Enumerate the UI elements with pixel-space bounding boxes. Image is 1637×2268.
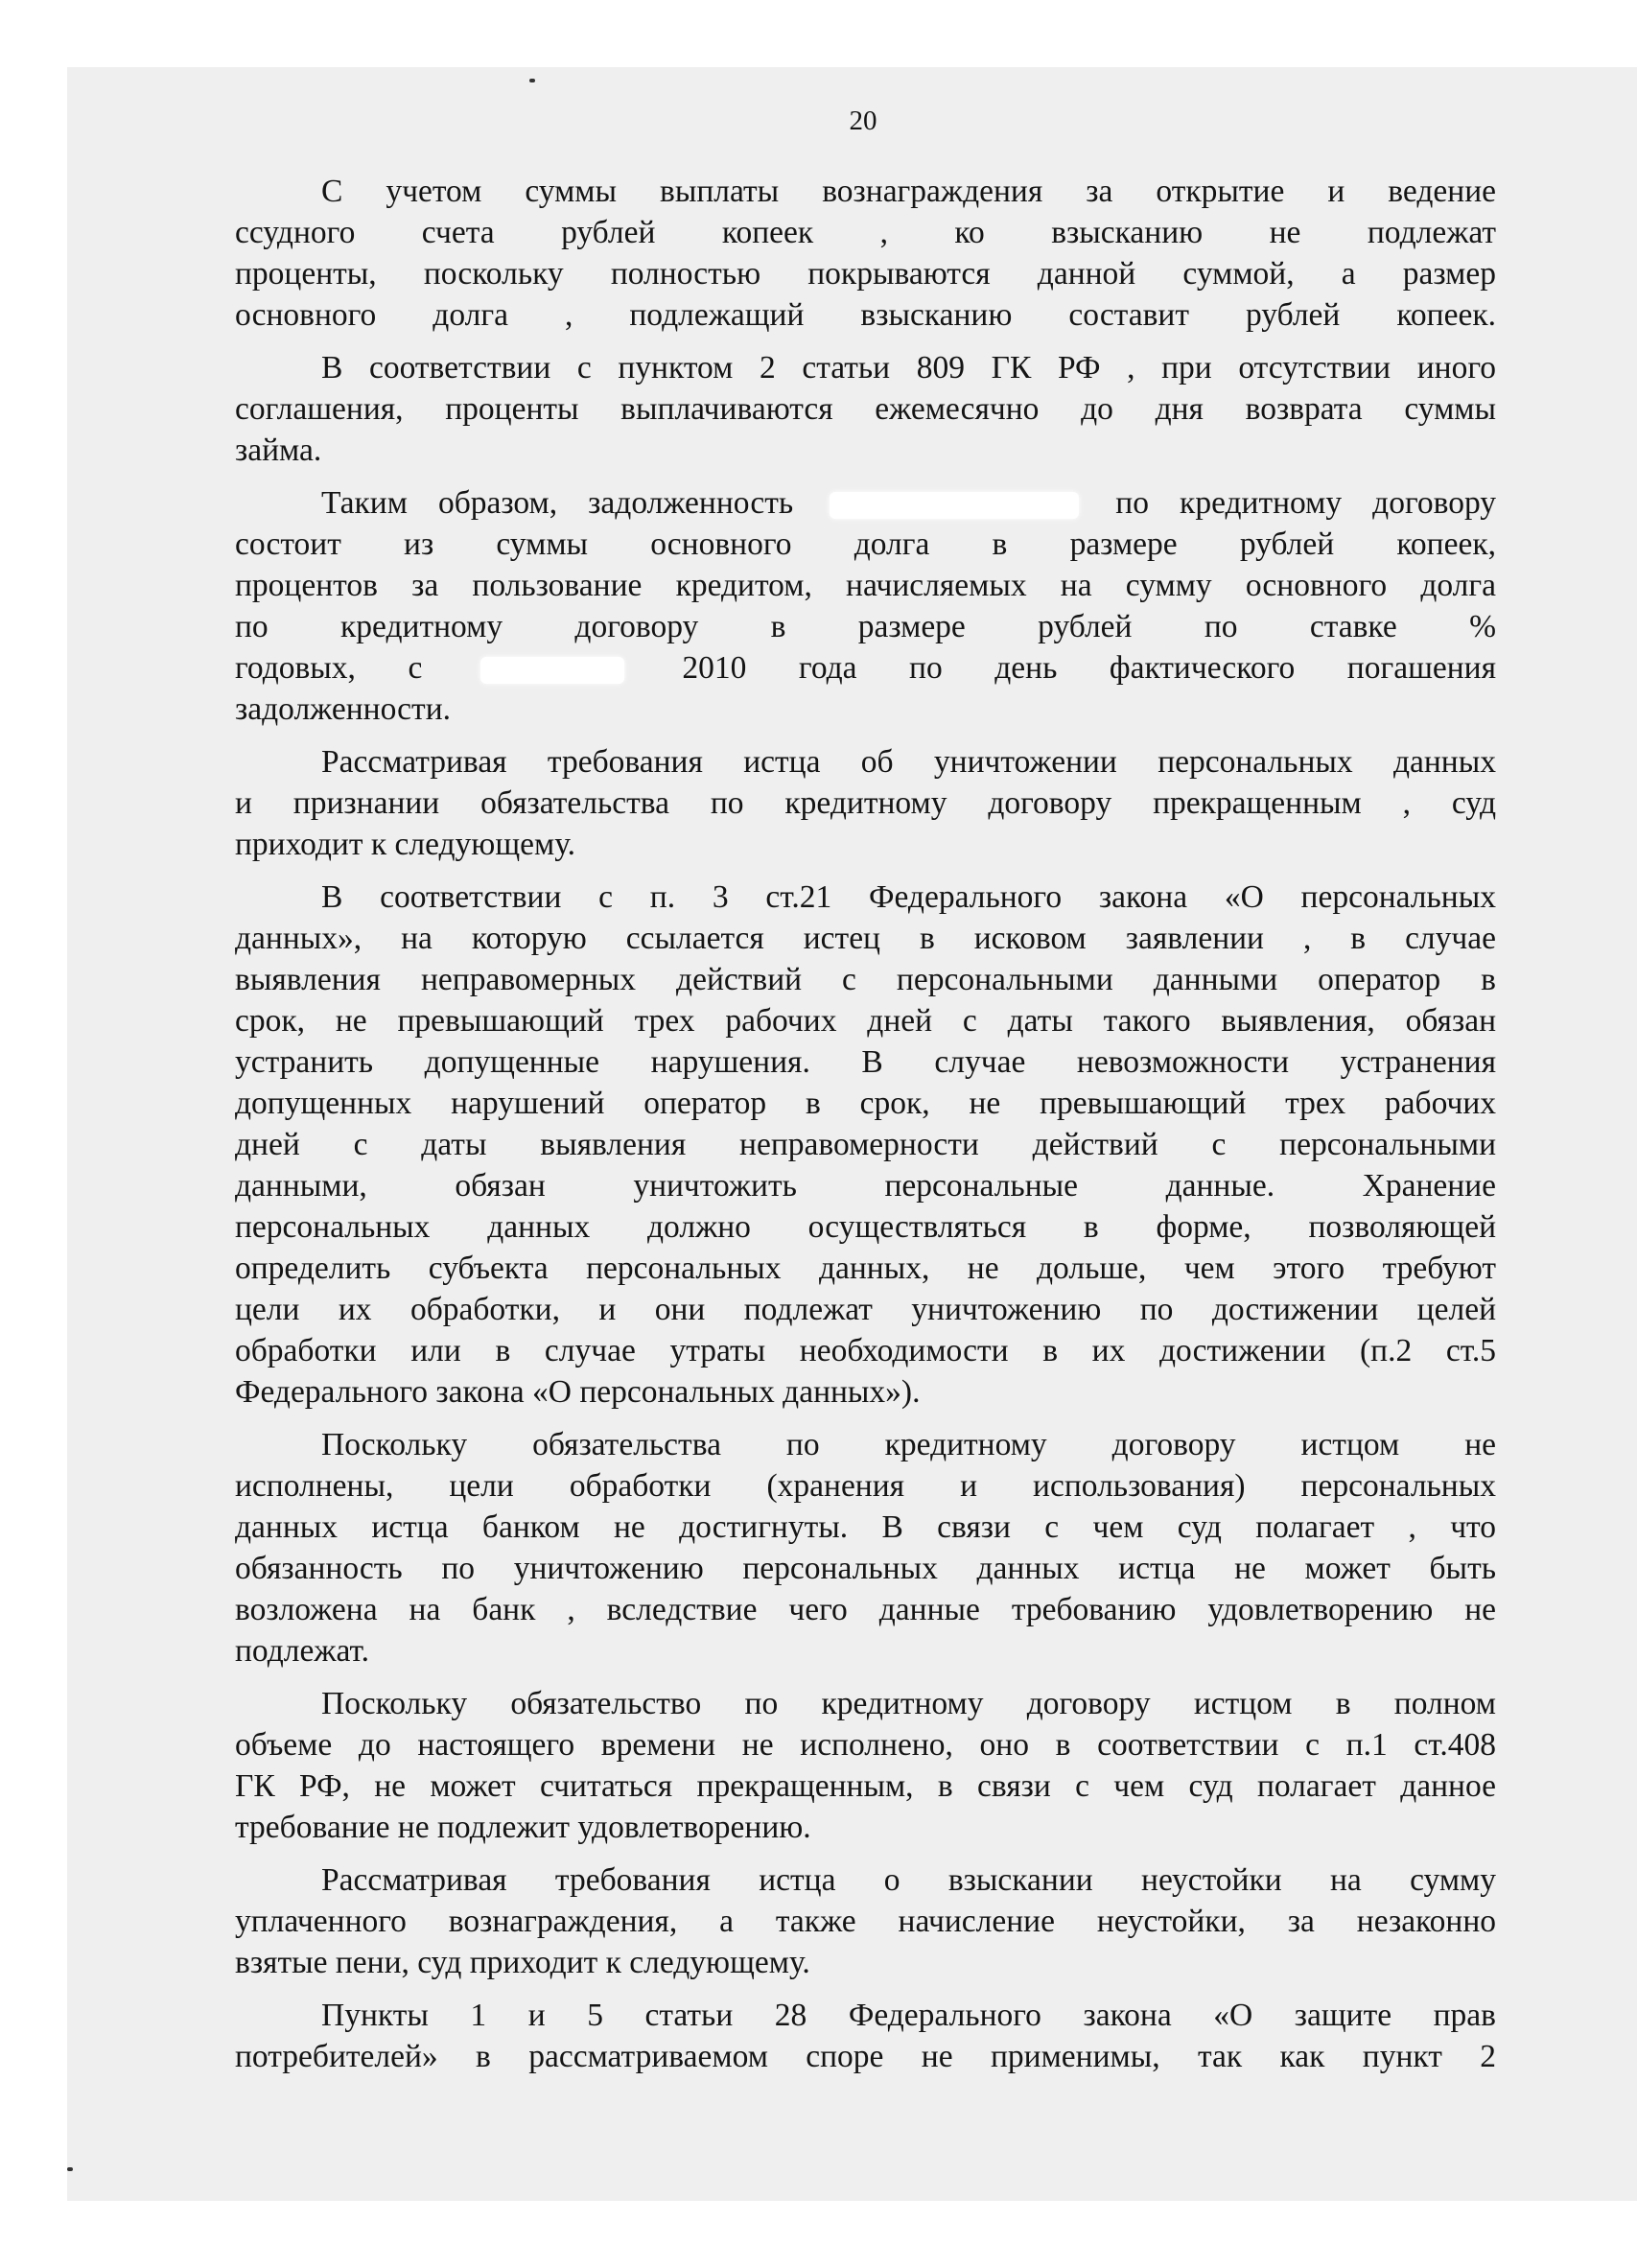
scan-margin-bottom [0,2201,1637,2268]
text-line [235,647,1496,689]
text-after-redaction: по кредитному договору [1115,485,1497,521]
text-line: персональных данных должно осуществляться в форме, позволяющей [235,1209,1496,1245]
text-line: Рассматривая требования истца о взыскании неустойки на сумму [321,1862,1496,1898]
scan-margin-top [0,0,1637,67]
redaction-mark [480,657,624,684]
paragraph-gap [235,1983,1496,1995]
text-line: процентов за пользование кредитом, начисляемых на сумму основного долга [235,568,1496,603]
adjacent-page-fragments [1558,211,1637,2033]
paragraph-gap [235,1672,1496,1683]
text-line: обработки или в случае утраты необходимости в их достижении (п.2 ст.5 [235,1333,1496,1368]
text-line: соглашения, проценты выплачиваются ежемесячно до дня возврата суммы [235,391,1496,427]
text-line: состоит из суммы основного долга в размере рублей копеек, [235,526,1496,562]
text-line: задолженности. [235,691,451,727]
text-line: определить субъекта персональных данных, не дольше, чем этого требуют [235,1251,1496,1286]
text-before-redaction: Таким образом, задолженность [321,485,794,521]
text-line: основного долга , подлежащий взысканию составит рублей копеек. [235,297,1496,333]
text-line: ссудного счета рублей копеек , ко взысканию не подлежат [235,215,1496,250]
text-line: данных истца банком не достигнуты. В связи с чем суд полагает , что [235,1509,1496,1545]
text-after-redaction: 2010 года по день фактического погашения [682,650,1497,686]
text-line: В соответствии с пунктом 2 статьи 809 ГК РФ , при отсутствии иного [321,350,1496,386]
text-line: Рассматривая требования истца об уничтожении персональных данных [321,744,1496,780]
document-body [235,171,1496,2077]
scan-speck [67,2167,73,2171]
text-line: проценты, поскольку полностью покрываются данной суммой, а размер [235,256,1496,292]
text-line: по кредитному договору в размере рублей по ставке % [235,609,1496,644]
text-line: данных», на которую ссылается истец в исковом заявлении , в случае [235,921,1496,956]
paragraph-gap [235,865,1496,877]
text-line: данными, обязан уничтожить персональные данные. Хранение [235,1168,1496,1204]
text-line: срок, не превышающий трех рабочих дней с даты такого выявления, обязан [235,1003,1496,1039]
paragraph-gap [235,471,1496,482]
text-line: В соответствии с п. 3 ст.21 Федерального закона «О персональных [321,879,1496,915]
paragraph-gap [235,730,1496,741]
text-before-redaction: годовых, с [235,650,423,686]
text-line: Поскольку обязательства по кредитному договору истцом не [321,1427,1496,1462]
page-number: 20 [849,105,877,136]
text-line: взятые пени, суд приходит к следующему. [235,1945,810,1980]
text-line: ГК РФ, не может считаться прекращенным, в связи с чем суд полагает данное [235,1768,1496,1804]
text-line: выявления неправомерных действий с персональными данными оператор в [235,962,1496,997]
text-line: цели их обработки, и они подлежат уничтожению по достижении целей [235,1292,1496,1327]
text-line: требование не подлежит удовлетворению. [235,1810,811,1845]
text-line: обязанность по уничтожению персональных данных истца не может быть [235,1551,1496,1586]
text-line: приходит к следующему. [235,827,575,862]
text-line: исполнены, цели обработки (хранения и использования) персональных [235,1468,1496,1504]
text-line: устранить допущенные нарушения. В случае невозможности устранения [235,1044,1496,1080]
text-line: дней с даты выявления неправомерности действий с персональными [235,1127,1496,1162]
text-line: возложена на банк , вследствие чего данные требованию удовлетворению не [235,1592,1496,1627]
text-line: Федерального закона «О персональных данных»). [235,1374,921,1410]
text-line [321,482,1496,524]
text-line: Поскольку обязательство по кредитному договору истцом в полном [321,1686,1496,1721]
text-line: и признании обязательства по кредитному договору прекращенным , суд [235,785,1496,821]
redaction-mark [830,492,1079,519]
paragraph-gap [235,1413,1496,1424]
text-line: подлежат. [235,1633,369,1669]
text-line: уплаченного вознаграждения, а также начисление неустойки, за незаконно [235,1904,1496,1939]
paragraph-gap [235,336,1496,347]
text-line: допущенных нарушений оператор в срок, не превышающий трех рабочих [235,1086,1496,1121]
scan-speck [529,79,535,82]
scan-margin-left [0,0,67,2268]
paragraph-gap [235,1848,1496,1859]
text-line: объеме до настоящего времени не исполнено, оно в соответствии с п.1 ст.408 [235,1727,1496,1763]
text-line: займа. [235,433,322,468]
text-line: Пункты 1 и 5 статьи 28 Федерального закона «О защите прав [321,1998,1496,2033]
text-line: С учетом суммы выплаты вознаграждения за открытие и ведение [321,174,1496,209]
text-line: потребителей» в рассматриваемом споре не применимы, так как пункт 2 [235,2039,1496,2074]
